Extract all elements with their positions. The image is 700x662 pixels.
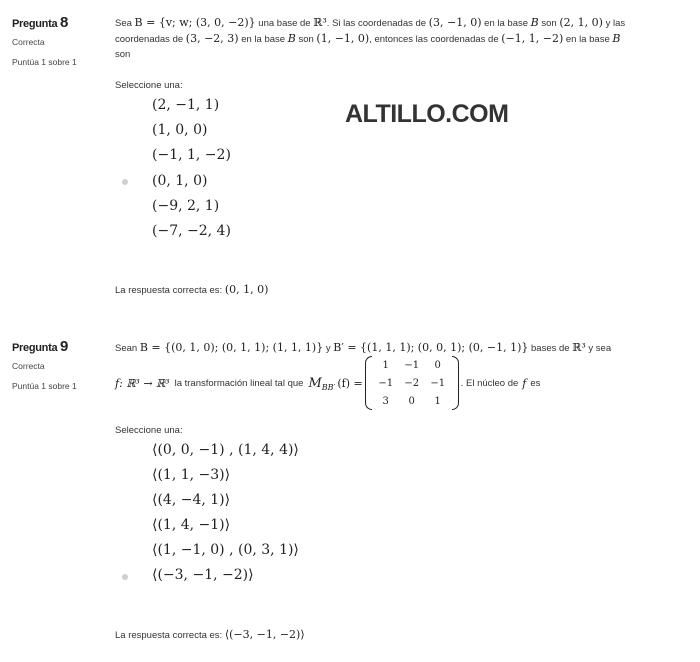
answer-option[interactable]: ⟨(1, −1, 0) , (0, 3, 1)⟩ — [152, 542, 299, 558]
answer-option[interactable]: ⟨(4, −4, 1)⟩ — [152, 492, 231, 508]
answer-option[interactable]: (2, −1, 1) — [152, 97, 220, 113]
matrix-cell: 0 — [408, 395, 415, 407]
answer-option[interactable]: (−1, 1, −2) — [152, 147, 231, 163]
answer-option[interactable]: (−7, −2, 4) — [152, 223, 231, 239]
answer-option[interactable]: ⟨(1, 4, −1)⟩ — [152, 517, 231, 533]
question-grade: Puntúa 1 sobre 1 — [12, 57, 77, 67]
correct-answer — [115, 628, 305, 641]
question-9-stem-line-1: Sean B = {(0, 1, 0); (0, 1, 1); (1, 1, 1)} y B′ = {(1, 1, 1); (0, 0, 1); (0, −1, 1)} bases de ℝ³ y sea — [115, 341, 612, 354]
correct-answer-label: La respuesta correcta es: — [115, 630, 223, 641]
question-prefix: Pregunta — [12, 18, 58, 30]
correct-answer — [115, 283, 268, 296]
matrix-cell: −1 — [430, 377, 446, 389]
matrix-cell: 1 — [434, 395, 441, 407]
selected-radio[interactable] — [122, 574, 128, 580]
question-state: Correcta — [12, 361, 45, 371]
stem-line-3: son — [115, 49, 131, 60]
question-9-title — [12, 338, 77, 355]
question-number: 8 — [60, 14, 69, 31]
question-number: 9 — [60, 338, 69, 355]
question-prefix: Pregunta — [12, 342, 58, 354]
correct-answer-label: La respuesta correcta es: — [115, 285, 223, 296]
answer-option[interactable]: ⟨(0, 0, −1) , (1, 4, 4)⟩ — [152, 442, 299, 458]
answer-option[interactable]: ⟨(1, 1, −3)⟩ — [152, 467, 231, 483]
matrix-cell: −2 — [404, 377, 420, 389]
answer-option-selected[interactable]: (0, 1, 0) — [152, 173, 208, 189]
answer-option[interactable]: (1, 0, 0) — [152, 122, 208, 138]
matrix-cell: −1 — [404, 359, 420, 371]
transformation-matrix — [363, 356, 461, 410]
matrix-cell: 1 — [382, 359, 389, 371]
question-state: Correcta — [12, 37, 45, 47]
answer-option[interactable]: (−9, 2, 1) — [152, 198, 220, 214]
stem-line-2: coordenadas de (3, −2, 3) en la base B son (1, −1, 0), entonces las coordenadas de (−1, 1, −2) en la base B — [115, 32, 621, 45]
question-grade: Puntúa 1 sobre 1 — [12, 381, 77, 391]
question-8-stem — [115, 15, 675, 62]
select-label: Seleccione una: — [115, 80, 183, 91]
watermark-logo: ALTILLO.COM — [345, 100, 509, 128]
question-9-stem-line-2: f: ℝ³ → ℝ³ la transformación lineal tal que M BB′ (f) = 1 −1 0 −1 −2 −1 3 0 1 . El núcleo de f es — [115, 356, 540, 410]
selected-radio[interactable] — [122, 179, 128, 185]
question-9-info — [12, 338, 77, 391]
matrix-cell: −1 — [378, 377, 394, 389]
select-label: Seleccione una: — [115, 425, 183, 436]
matrix-cell: 0 — [434, 359, 441, 371]
answer-option-selected[interactable]: ⟨(−3, −1, −2)⟩ — [152, 567, 254, 583]
stem-line-1: Sea B = {v; w; (3, 0, −2)} una base de ℝ³. Si las coordenadas de (3, −1, 0) en la base B son (2, 1, 0) y las — [115, 16, 626, 29]
question-8-title — [12, 14, 77, 31]
question-8-info — [12, 14, 77, 67]
matrix-cell: 3 — [382, 395, 389, 407]
correct-answer-value: (0, 1, 0) — [224, 283, 269, 296]
correct-answer-value: ⟨(−3, −1, −2)⟩ — [224, 628, 305, 641]
